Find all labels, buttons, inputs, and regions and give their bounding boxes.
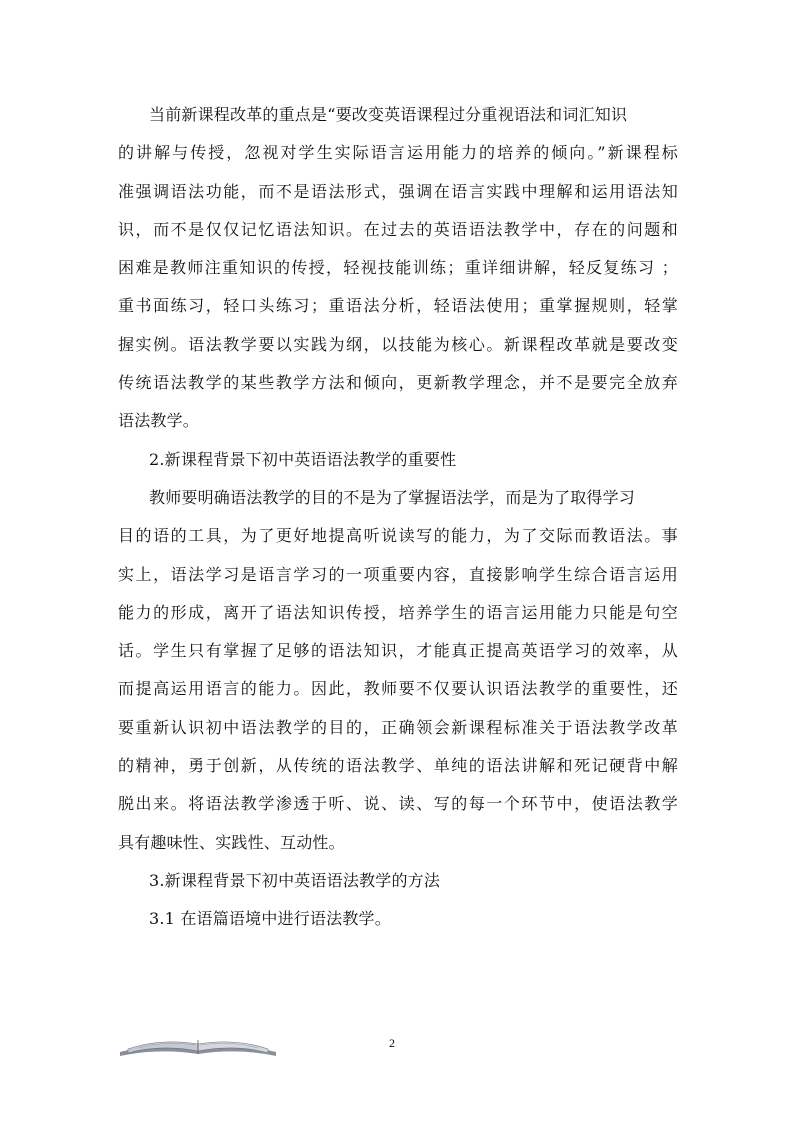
paragraph-line: 话。学生只有掌握了足够的语法知识，才能真正提高英语学习的效率，从 <box>118 641 678 661</box>
paragraph-line: 识，而不是仅仅记忆语法知识。在过去的英语语法教学中，存在的问题和 <box>118 219 678 239</box>
paragraph-line: 传统语法教学的某些教学方法和倾向，更新教学理念，并不是要完全放弃 <box>118 373 678 393</box>
paragraph-line: 脱出来。将语法教学渗透于听、说、读、写的每一个环节中，使语法教学 <box>118 794 678 814</box>
paragraph-line: 困难是教师注重知识的传授，轻视技能训练；重详细讲解，轻反复练习 ； <box>118 258 678 278</box>
paragraph-line: 的精神，勇于创新，从传统的语法教学、单纯的语法讲解和死记硬背中解 <box>118 756 678 776</box>
paragraph-line: 当前新课程改革的重点是“要改变英语课程过分重视语法和词汇知识 <box>149 105 628 124</box>
section-heading: 3.新课程背景下初中英语语法教学的方法 <box>149 870 441 890</box>
paragraph-line: 而提高运用语言的能力。因此，教师要不仅要认识语法教学的重要性，还 <box>118 679 678 699</box>
paragraph-line: 能力的形成，离开了语法知识传授，培养学生的语言运用能力只能是句空 <box>118 602 678 622</box>
paragraph-line: 教师要明确语法教学的目的不是为了掌握语法学，而是为了取得学习 <box>149 487 636 507</box>
paragraph-line: 实上，语法学习是语言学习的一项重要内容，直接影响学生综合语言运用 <box>118 564 678 584</box>
paragraph-line: 握实例。语法教学要以实践为纲，以技能为核心。新课程改革就是要改变 <box>118 334 678 354</box>
paragraph-line: 的讲解与传授，忽视对学生实际语言运用能力的培养的倾向。”新课程标 <box>118 143 678 163</box>
paragraph-line: 语法教学。 <box>118 411 200 431</box>
section-heading: 2.新课程背景下初中英语语法教学的重要性 <box>149 449 457 469</box>
paragraph-line: 重书面练习，轻口头练习；重语法分析，轻语法使用；重掌握规则，轻掌 <box>118 296 678 316</box>
body-text <box>118 96 678 939</box>
paragraph-line: 准强调语法功能，而不是语法形式，强调在语言实践中理解和运用语法知 <box>118 181 678 201</box>
paragraph-line: 具有趣味性、实践性、互动性。 <box>118 832 345 852</box>
page-number: 2 <box>389 1036 395 1050</box>
paragraph-line: 要重新认识初中语法教学的目的，正确领会新课程标准关于语法教学改革 <box>118 717 678 737</box>
open-book-icon <box>118 1032 278 1058</box>
section-heading: 3.1 在语篇语境中进行语法教学。 <box>149 909 391 929</box>
paragraph-line: 目的语的工具，为了更好地提高听说读写的能力，为了交际而教语法。事 <box>118 526 678 546</box>
